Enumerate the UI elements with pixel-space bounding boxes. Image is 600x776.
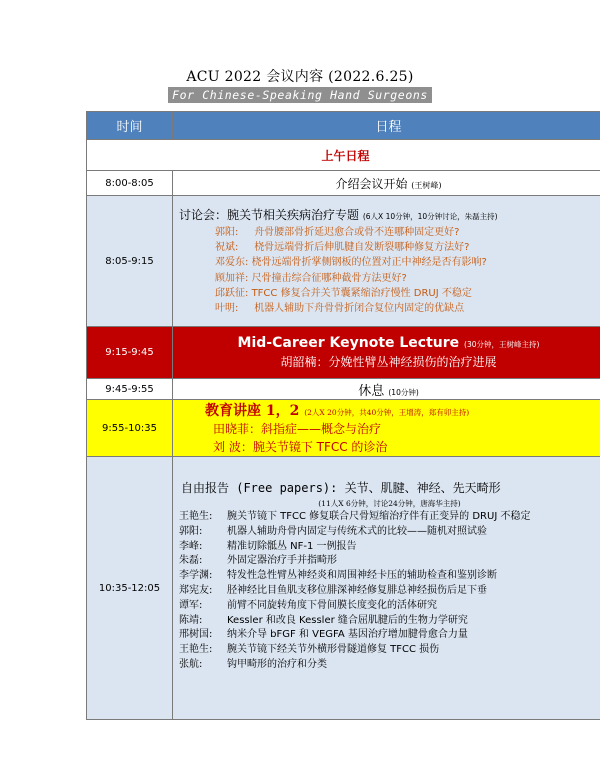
- free-paper-item: [179, 614, 600, 629]
- keynote-title: Mid-Career Keynote Lecture: [237, 335, 460, 351]
- free-paper-item: [179, 510, 600, 525]
- opening-row: [87, 171, 600, 196]
- free-paper-item: [179, 584, 600, 599]
- free-papers-session: [173, 457, 600, 720]
- education-row: [87, 400, 600, 457]
- opening-session: [173, 171, 600, 196]
- discussion-item: [179, 301, 598, 316]
- free-papers-row: [87, 457, 600, 720]
- keynote-heading: [173, 335, 600, 351]
- discussion-item: [179, 255, 598, 270]
- time-column-header: 时间: [87, 112, 173, 140]
- talk-topic: 纳米介导 bFGF 和 VEGFA 基因治疗增加腱骨愈合力量: [227, 629, 468, 641]
- speaker-name: 顾加祥:: [215, 272, 249, 284]
- discussion-time: 8:05-9:15: [87, 196, 173, 327]
- discussion-item: [179, 271, 598, 286]
- free-papers-time: 10:35-12:05: [87, 457, 173, 720]
- speaker-name: 郑宪友:: [179, 584, 213, 596]
- free-paper-item: [179, 525, 600, 540]
- speaker-name: 邱跃征:: [215, 287, 249, 299]
- keynote-time: 9:15-9:45: [87, 327, 173, 379]
- free-paper-item: [179, 658, 600, 673]
- break-row: [87, 379, 600, 400]
- break-note: (10分钟): [388, 387, 419, 397]
- speaker-name: 谭军:: [179, 599, 203, 611]
- free-paper-item: [179, 599, 600, 614]
- talk-topic: TFCC 修复合并关节囊紧缩治疗慢性 DRUJ 不稳定: [251, 287, 472, 299]
- header-row: [87, 112, 600, 140]
- keynote-session: [173, 327, 600, 379]
- education-time: 9:55-10:35: [87, 400, 173, 457]
- break-session: [173, 379, 600, 400]
- free-paper-item: [179, 643, 600, 658]
- keynote-talk: 胡韶楠：分娩性臂丛神经损伤的治疗进展: [280, 355, 497, 369]
- talk-topic: Kessler 和改良 Kessler 缝合屈肌腱后的生物力学研究: [227, 614, 468, 626]
- keynote-row: [87, 327, 600, 379]
- talk-topic: 特发性急性臂丛神经炎和周围神经卡压的辅助检查和鉴别诊断: [227, 570, 497, 582]
- talk-topic: 钩甲畸形的治疗和分类: [227, 658, 327, 670]
- speaker-name: 张航:: [179, 658, 203, 670]
- free-paper-item: [179, 628, 600, 643]
- discussion-note: (6人X 10分钟，10分钟讨论，朱磊主持): [362, 211, 498, 221]
- morning-section-row: [87, 140, 600, 171]
- discussion-title: 讨论会：腕关节相关疾病治疗专题: [179, 207, 360, 222]
- speaker-name: 祝斌:: [215, 241, 239, 253]
- opening-title: 介绍会议开始: [335, 176, 408, 191]
- discussion-item: [179, 225, 598, 240]
- talk-topic: 桡骨远端骨折掌侧钢板的位置对正中神经是否有影响?: [251, 257, 487, 269]
- talk-topic: 腕关节镜下经关节外横形骨隧道修复 TFCC 损伤: [227, 644, 440, 656]
- education-title: 教育讲座 1，2: [205, 403, 300, 419]
- break-time: 9:45-9:55: [87, 379, 173, 400]
- schedule-column-header: 日程: [173, 112, 600, 140]
- speaker-name: 王艳生:: [179, 644, 213, 656]
- speaker-name: 李学渊:: [179, 570, 213, 582]
- education-session: [173, 400, 600, 457]
- page-title: ACU 2022 会议内容 (2022.6.25): [186, 69, 414, 85]
- discussion-session: [173, 196, 600, 327]
- opening-time: 8:00-8:05: [87, 171, 173, 196]
- speaker-name: 邢树国:: [179, 629, 213, 641]
- education-item: 刘 波：腕关节镜下 TFCC 的诊治: [213, 440, 388, 454]
- talk-topic: 机器人辅助舟骨内固定与传统术式的比较——随机对照试验: [227, 525, 487, 537]
- free-paper-item: [179, 540, 600, 555]
- speaker-name: 李峰:: [179, 540, 203, 552]
- discussion-row: [87, 196, 600, 327]
- talk-topic: 腕关节镜下 TFCC 修复联合尺骨短缩治疗伴有正变异的 DRUJ 不稳定: [227, 511, 531, 522]
- education-note: (2人X 20分钟，共40分钟，王增涛，郑有卯主持): [304, 408, 470, 417]
- discussion-item: [179, 286, 598, 301]
- keynote-note: (30分钟，王树峰主持): [464, 340, 540, 349]
- opening-host: (王树峰): [411, 180, 442, 190]
- speaker-name: 郭阳:: [215, 226, 239, 238]
- talk-topic: 桡骨远端骨折后伸肌腱自发断裂哪种修复方法好?: [254, 241, 470, 253]
- talk-topic: 精准切除骶丛 NF-1 一例报告: [227, 540, 357, 552]
- morning-section-label: 上午日程: [87, 140, 600, 171]
- speaker-name: 朱磊:: [179, 555, 203, 567]
- discussion-heading: [179, 206, 598, 223]
- talk-topic: 外固定器治疗手并指畸形: [227, 555, 337, 567]
- speaker-name: 邓爱东:: [215, 257, 249, 269]
- break-title: 休息: [358, 383, 385, 399]
- speaker-name: 郭阳:: [179, 525, 203, 537]
- free-paper-item: [179, 554, 600, 569]
- education-heading: [205, 400, 600, 420]
- discussion-item: [179, 240, 598, 255]
- talk-topic: 前臂不同旋转角度下骨间膜长度变化的活体研究: [227, 599, 437, 611]
- speaker-name: 王艳生:: [179, 511, 213, 522]
- speaker-name: 陈靖:: [179, 614, 203, 626]
- education-item: 田晓菲：斜指症——概念与治疗: [213, 422, 382, 436]
- talk-topic: 胫神经比目鱼肌支移位腓深神经修复腓总神经损伤后足下垂: [227, 584, 487, 596]
- free-papers-title: 自由报告 (Free papers): 关节、肌腱、神经、先天畸形: [181, 481, 501, 495]
- talk-topic: 舟骨腰部骨折延迟愈合或骨不连哪种固定更好?: [254, 226, 460, 238]
- talk-topic: 尺骨撞击综合征哪种截骨方法更好?: [251, 272, 407, 284]
- free-papers-note: (11人X 6分钟，讨论24分钟，唐海华主持): [318, 499, 461, 508]
- free-paper-item: [179, 569, 600, 584]
- speaker-name: 叶明:: [215, 303, 239, 315]
- schedule-table: [86, 111, 600, 720]
- page-subtitle: For Chinese-Speaking Hand Surgeons: [168, 87, 432, 103]
- talk-topic: 机器人辅助下舟骨骨折闭合复位内固定的优缺点: [254, 303, 465, 315]
